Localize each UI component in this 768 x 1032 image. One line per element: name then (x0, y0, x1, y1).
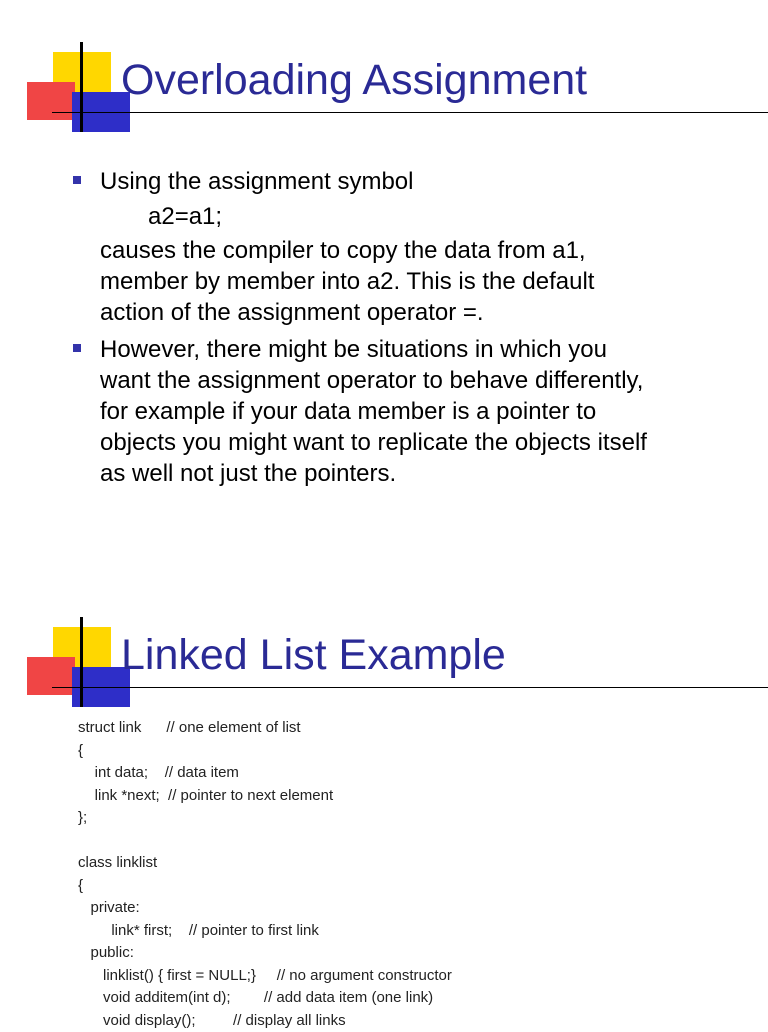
title-underline (52, 687, 768, 688)
code-block (78, 717, 452, 1032)
bullet-text: want the assignment operator to behave differently, (100, 365, 750, 396)
red-square (27, 82, 75, 120)
code-line: struct link // one element of list (78, 717, 452, 740)
bullet-text: Using the assignment symbol (100, 166, 750, 197)
red-square (27, 657, 75, 695)
bullet-list (70, 166, 750, 489)
bullet-square-icon (73, 176, 81, 184)
code-snippet: a2=a1; (100, 201, 750, 232)
bullet-text: objects you might want to replicate the objects itself (100, 427, 750, 458)
vertical-rule (80, 617, 83, 707)
code-line: linklist() { first = NULL;} // no argument constructor (78, 965, 452, 988)
title-decoration (0, 0, 130, 140)
bullet-square-icon (73, 344, 81, 352)
code-line: link *next; // pointer to next element (78, 785, 452, 808)
bullet-item (70, 166, 750, 328)
code-line: void additem(int d); // add data item (one link) (78, 987, 452, 1010)
code-line: { (78, 875, 452, 898)
title-decoration (0, 575, 130, 715)
code-line (78, 830, 452, 853)
bullet-text: However, there might be situations in which you (100, 334, 750, 365)
title-underline (52, 112, 768, 113)
code-line: void display(); // display all links (78, 1010, 452, 1032)
code-line: private: (78, 897, 452, 920)
code-line: public: (78, 942, 452, 965)
bullet-text: for example if your data member is a pointer to (100, 396, 750, 427)
code-line: }; (78, 807, 452, 830)
code-line: class linklist (78, 852, 452, 875)
slide-title: Overloading Assignment (121, 52, 587, 108)
slide-title: Linked List Example (121, 627, 506, 683)
vertical-rule (80, 42, 83, 132)
code-line: { (78, 740, 452, 763)
code-line: link* first; // pointer to first link (78, 920, 452, 943)
bullet-text: member by member into a2. This is the default (100, 266, 750, 297)
bullet-item (70, 334, 750, 489)
bullet-text: as well not just the pointers. (100, 458, 750, 489)
code-line: int data; // data item (78, 762, 452, 785)
bullet-text: action of the assignment operator =. (100, 297, 750, 328)
slide-linked-list-example (0, 575, 768, 1024)
bullet-text: causes the compiler to copy the data from a1, (100, 235, 750, 266)
